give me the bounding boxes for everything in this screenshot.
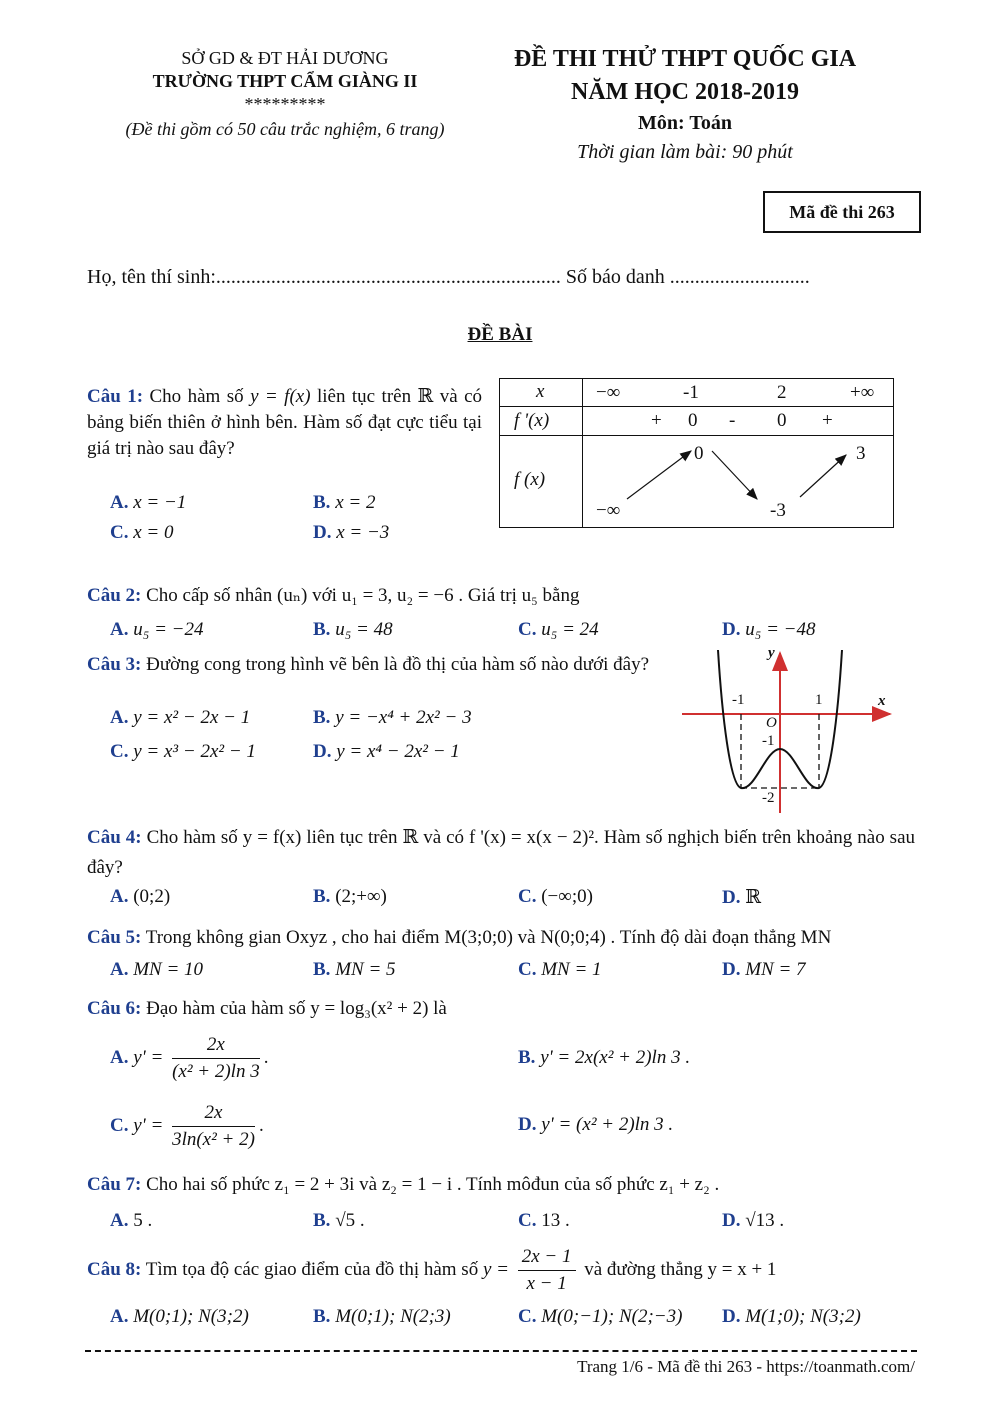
q4-option-d[interactable]: D. ℝ	[722, 887, 762, 908]
header-right	[500, 46, 870, 164]
table-x-value: 2	[777, 382, 787, 403]
q2-option-a[interactable]: A. u₅ = −24	[110, 619, 204, 640]
subject: Môn: Toán	[638, 112, 732, 134]
fraction: $\frac{2x - 1}{x - 1}$	[518, 1244, 576, 1297]
exam-year: NĂM HỌC 2018-2019	[571, 79, 799, 105]
table-x-value: −∞	[596, 382, 621, 403]
q2-option-d[interactable]: D. u₅ = −48	[722, 619, 816, 640]
exam-time: Thời gian làm bài: 90 phút	[577, 141, 793, 163]
q5-option-b[interactable]: B. MN = 5	[313, 959, 396, 980]
footer-divider	[85, 1350, 917, 1352]
q5-option-c[interactable]: C. MN = 1	[518, 959, 602, 980]
question-text: và đường thẳng y = x + 1	[584, 1258, 777, 1280]
fraction: $\frac{2x}{\text{(x² + 2)ln 3}}$	[172, 1034, 260, 1082]
q2-option-b[interactable]: B. u₅ = 48	[313, 619, 393, 640]
graph-svg	[680, 645, 895, 815]
q4-option-b[interactable]: B. (2;+∞)	[313, 886, 387, 907]
question-text: Đạo hàm của hàm số y = log₃(x² + 2) là	[146, 998, 447, 1019]
school-name: TRƯỜNG THPT CẨM GIÀNG II	[152, 71, 418, 91]
dept-name: SỞ GD & ĐT HẢI DƯƠNG	[181, 48, 389, 68]
q7-option-d[interactable]: D. √13 .	[722, 1210, 785, 1231]
question-label: Câu 3:	[87, 654, 142, 675]
q6-option-c[interactable]: C. y' = $\frac{2x}{\text{3ln(x² + 2)}}$ .	[110, 1100, 264, 1153]
q1-option-b[interactable]: B. x = 2	[313, 492, 376, 513]
question-label: Câu 4:	[87, 827, 142, 848]
question-label: Câu 1:	[87, 386, 144, 407]
q3-option-a[interactable]: A. y = x² − 2x − 1	[110, 707, 251, 728]
table-sign: 0	[688, 410, 698, 431]
q3-option-b[interactable]: B. y = −x⁴ + 2x² − 3	[313, 707, 472, 728]
q8-option-d[interactable]: D. M(1;0); N(3;2)	[722, 1306, 861, 1327]
question-8: Câu 8: Tìm tọa độ các giao điểm của đồ thị hàm số y = $\frac{2x - 1}{x - 1}$ và đường thẳng y = x + 1	[87, 1244, 776, 1297]
question-text: Cho hàm số y = f(x) liên tục trên ℝ và có f '(x) = x(x − 2)². Hàm số nghịch biến trên khoảng nào sau đây?	[87, 827, 916, 878]
table-sign: -	[729, 410, 736, 431]
tick-label: 1	[815, 692, 823, 708]
exam-code-box: Mã đề thi 263	[763, 191, 921, 233]
q7-option-c[interactable]: C. 13 .	[518, 1210, 570, 1231]
table-f-label: f (x)	[514, 469, 546, 490]
function-notation: y = f(x)	[250, 386, 311, 407]
student-line: Họ, tên thí sinh:..................................................................... Số báo danh ............................	[87, 266, 810, 288]
arrow-up	[800, 455, 846, 497]
section-title: ĐỀ BÀI	[467, 324, 533, 345]
question-label: Câu 8:	[87, 1258, 142, 1280]
q6-option-d[interactable]: D. y' = (x² + 2)ln 3 .	[518, 1114, 674, 1135]
table-x-value: -1	[683, 382, 699, 403]
table-f-value: -3	[770, 500, 786, 521]
q7-option-a[interactable]: A. 5 .	[110, 1210, 153, 1231]
table-sign: +	[651, 410, 662, 431]
table-fprime-label: f '(x)	[514, 410, 550, 431]
question-2	[87, 584, 579, 607]
question-label: Câu 6:	[87, 998, 142, 1019]
q8-option-a[interactable]: A. M(0;1); N(3;2)	[110, 1306, 249, 1327]
table-f-value: 3	[856, 443, 866, 464]
question-label: Câu 5:	[87, 927, 142, 948]
y-axis-label: y	[768, 645, 775, 661]
q1-option-a[interactable]: A. x = −1	[110, 492, 187, 513]
q5-option-d[interactable]: D. MN = 7	[722, 959, 806, 980]
question-text: liên tục trên ℝ và có bảng biến thiên ở hình bên. Hàm số đạt cực tiểu tại giá trị nào sau đây?	[87, 386, 483, 459]
question-6	[87, 998, 447, 1020]
question-text: Cho cấp số nhân (uₙ) với u₁ = 3, u₂ = −6 . Giá trị u₅ bằng	[146, 585, 580, 606]
fraction: $\frac{2x}{\text{3ln(x² + 2)}}$	[172, 1102, 255, 1150]
q4-option-c[interactable]: C. (−∞;0)	[518, 886, 593, 907]
question-text: Trong không gian Oxyz , cho hai điểm M(3;0;0) và N(0;0;4) . Tính độ dài đoạn thẳng MN	[145, 927, 832, 948]
origin-label: O	[766, 715, 777, 731]
q6-option-a[interactable]: A. y' = $\frac{2x}{\text{(x² + 2)ln 3}}$ .	[110, 1032, 268, 1085]
tick-label: -2	[762, 790, 775, 806]
exam-title: ĐỀ THI THỬ THPT QUỐC GIA	[513, 46, 857, 72]
table-f-value: −∞	[596, 500, 621, 521]
variation-table	[499, 378, 894, 528]
q6-option-b[interactable]: B. y' = 2x(x² + 2)ln 3 .	[518, 1047, 691, 1068]
exam-note: (Đề thi gồm có 50 câu trắc nghiệm, 6 trang)	[125, 119, 445, 139]
table-x-value: +∞	[850, 382, 875, 403]
tick-label: -1	[732, 692, 745, 708]
question-label: Câu 2:	[87, 585, 142, 606]
page-footer: Trang 1/6 - Mã đề thi 263 - https://toanmath.com/	[577, 1357, 915, 1376]
q7-option-b[interactable]: B. √5 .	[313, 1210, 365, 1231]
q8-option-c[interactable]: C. M(0;−1); N(2;−3)	[518, 1306, 683, 1327]
header-left	[90, 48, 480, 140]
table-f-value: 0	[694, 443, 704, 464]
question-7	[87, 1174, 719, 1196]
question-text: Cho hàm số	[149, 386, 244, 407]
question-label: Câu 7:	[87, 1174, 142, 1195]
variation-arrows	[500, 379, 893, 527]
question-text: Đường cong trong hình vẽ bên là đồ thị của hàm số nào dưới đây?	[146, 654, 650, 675]
question-4	[87, 823, 915, 883]
arrow-up	[627, 451, 691, 499]
q2-option-c[interactable]: C. u₅ = 24	[518, 619, 599, 640]
table-sign: +	[822, 410, 833, 431]
question-3	[87, 652, 652, 678]
table-sign: 0	[777, 410, 787, 431]
q8-option-b[interactable]: B. M(0;1); N(2;3)	[313, 1306, 451, 1327]
q3-option-c[interactable]: C. y = x³ − 2x² − 1	[110, 741, 256, 762]
q5-option-a[interactable]: A. MN = 10	[110, 959, 204, 980]
q1-option-d[interactable]: D. x = −3	[313, 522, 390, 543]
table-x-label: x	[536, 381, 545, 402]
function-graph	[680, 645, 895, 815]
question-text: Cho hai số phức z₁ = 2 + 3i và z₂ = 1 − i . Tính môđun của số phức z₁ + z₂ .	[146, 1174, 720, 1195]
question-1	[87, 384, 482, 462]
q3-option-d[interactable]: D. y = x⁴ − 2x² − 1	[313, 741, 460, 762]
question-5	[87, 927, 831, 949]
q1-option-c[interactable]: C. x = 0	[110, 522, 174, 543]
stars: *********	[244, 94, 326, 114]
x-axis-label: x	[878, 693, 886, 709]
q4-option-a[interactable]: A. (0;2)	[110, 886, 171, 907]
question-text: Tìm tọa độ các giao điểm của đồ thị hàm số	[145, 1258, 479, 1280]
arrow-down	[712, 451, 757, 499]
tick-label: -1	[762, 733, 775, 749]
